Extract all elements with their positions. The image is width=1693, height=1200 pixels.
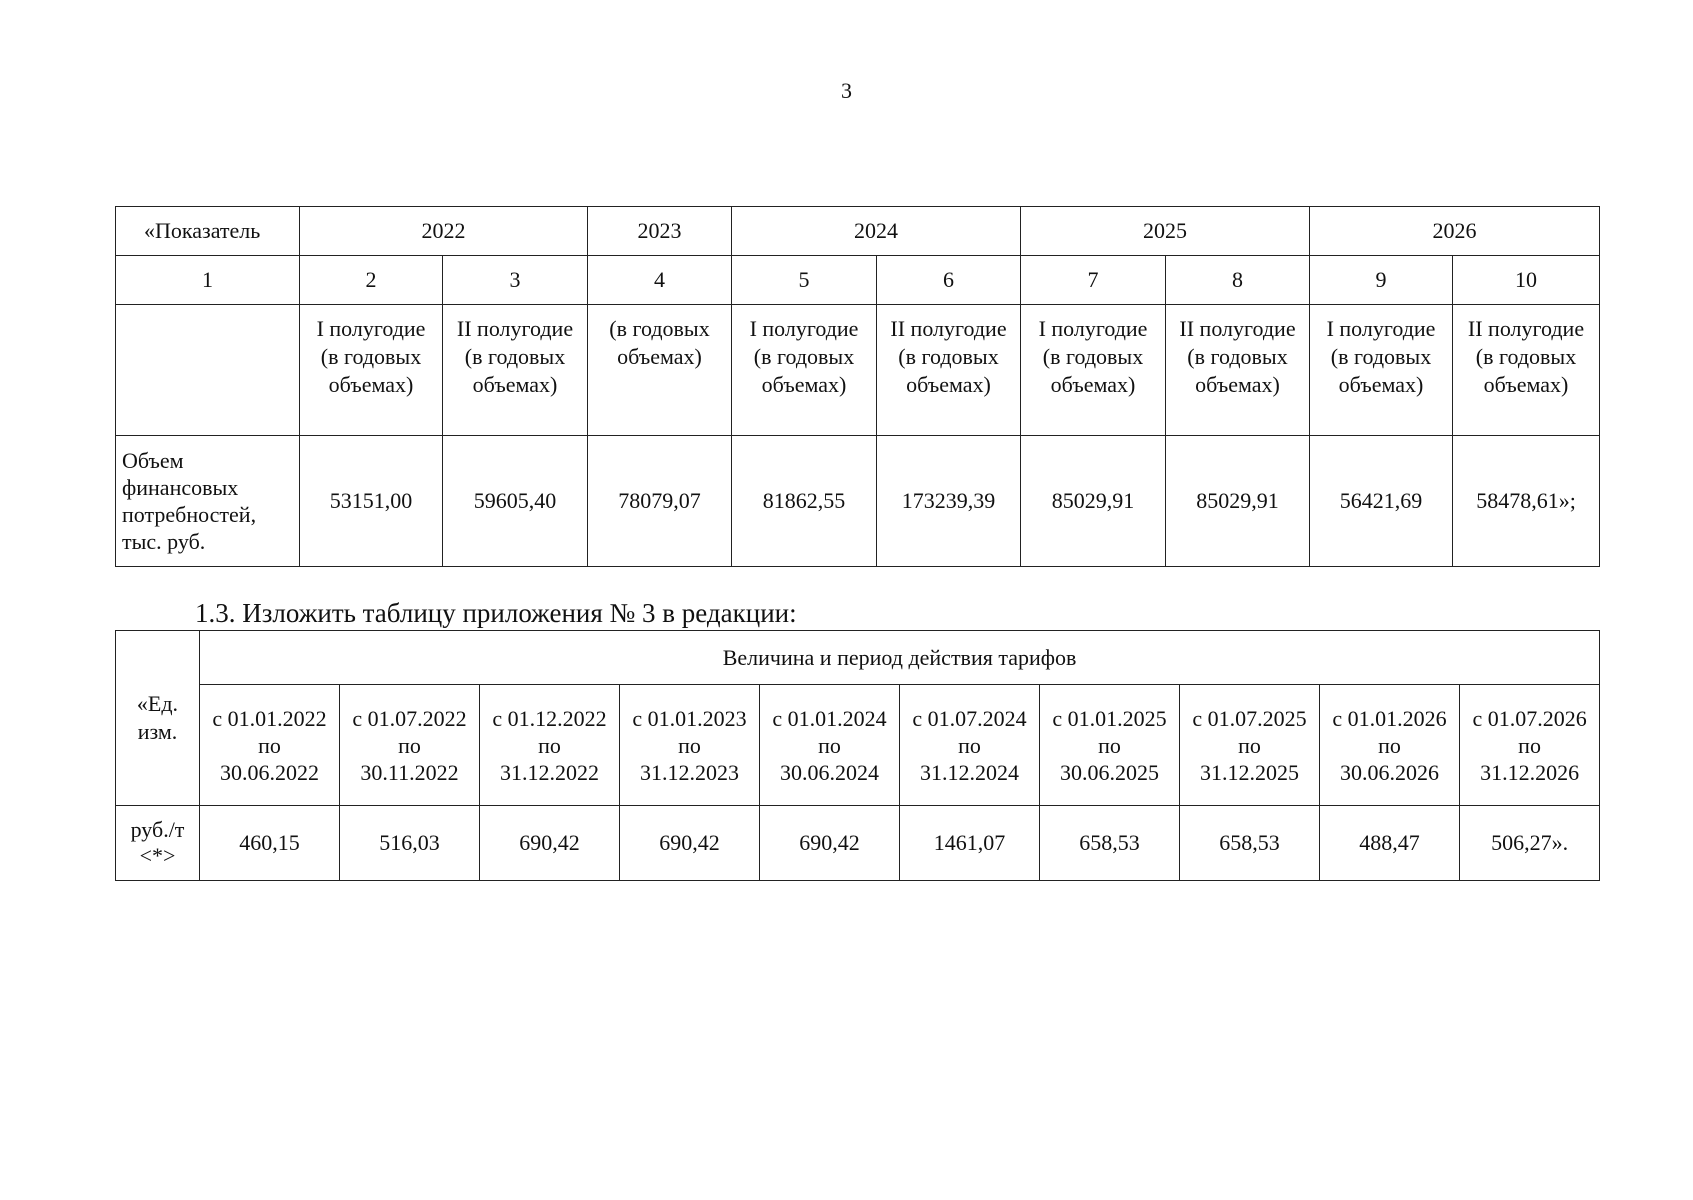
period-line: с 01.01.2023: [632, 705, 747, 731]
period-line: 31.12.2026: [1480, 759, 1580, 785]
value-cell: 59605,40: [443, 436, 588, 567]
period-line: с 01.07.2022: [352, 705, 467, 731]
column-number: 2: [300, 256, 443, 305]
value-cell: 78079,07: [588, 436, 732, 567]
period-line: по: [678, 732, 701, 758]
value-cell: 81862,55: [732, 436, 877, 567]
period-description-line: объемах): [1050, 372, 1136, 397]
value-cell: 53151,00: [300, 436, 443, 567]
column-number-row: [116, 256, 1600, 305]
period-description: [300, 305, 443, 436]
period-line: 31.12.2024: [920, 759, 1019, 785]
period-description-line: (в годовых: [320, 344, 422, 369]
period-description-line: (в годовых: [753, 344, 855, 369]
tariff-period: [340, 685, 480, 806]
unit-line: руб./т: [130, 817, 185, 842]
period-description-line: I полугодие: [749, 316, 859, 341]
period-description-line: (в годовых: [898, 344, 999, 369]
column-number: 1: [116, 256, 300, 305]
period-description-line: объемах): [1483, 372, 1569, 397]
financial-needs-row: [116, 436, 1600, 567]
period-line: с 01.07.2026: [1472, 705, 1587, 731]
period-line: по: [818, 732, 841, 758]
value-cell: 173239,39: [877, 436, 1021, 567]
period-line: с 01.12.2022: [492, 705, 607, 731]
tariff-value: 658,53: [1180, 806, 1320, 881]
period-description-line: I полугодие: [316, 316, 426, 341]
period-description: [732, 305, 877, 436]
year-header-row: [116, 207, 1600, 256]
tariff-period-row: [116, 685, 1600, 806]
period-description-row: [116, 305, 1600, 436]
tariff-group-header: Величина и период действия тарифов: [200, 631, 1600, 685]
tariff-period: [1320, 685, 1460, 806]
tariff-value: 1461,07: [900, 806, 1040, 881]
period-line: с 01.01.2026: [1332, 705, 1447, 731]
period-line: по: [958, 732, 981, 758]
period-line: 30.06.2026: [1340, 759, 1439, 785]
period-description-line: II полугодие: [1179, 316, 1296, 341]
period-line: 30.06.2025: [1060, 759, 1159, 785]
period-description-line: (в годовых: [1042, 344, 1144, 369]
tariff-value-row: [116, 806, 1600, 881]
year-header: 2022: [300, 207, 588, 256]
value-cell: 56421,69: [1310, 436, 1453, 567]
row-label-line: потребностей,: [122, 502, 257, 527]
tariff-value: 460,15: [200, 806, 340, 881]
section-heading: 1.3. Изложить таблицу приложения № 3 в редакции:: [195, 598, 797, 628]
period-line: 30.06.2024: [780, 759, 879, 785]
tariff-period: [620, 685, 760, 806]
period-description: [443, 305, 588, 436]
period-line: 31.12.2023: [640, 759, 739, 785]
tariff-group-row: [116, 631, 1600, 685]
column-number: 4: [588, 256, 732, 305]
row-label-line: финансовых: [122, 475, 239, 500]
period-line: по: [1238, 732, 1261, 758]
period-description-line: объемах): [328, 372, 414, 397]
period-line: 30.06.2022: [220, 759, 319, 785]
period-line: по: [1098, 732, 1121, 758]
tariff-period: [900, 685, 1040, 806]
tariff-value: 516,03: [340, 806, 480, 881]
column-number: 8: [1166, 256, 1310, 305]
period-line: 31.12.2025: [1200, 759, 1299, 785]
period-line: по: [1378, 732, 1401, 758]
period-description-line: (в годовых: [1330, 344, 1432, 369]
tariff-period: [1040, 685, 1180, 806]
period-line: с 01.07.2024: [912, 705, 1027, 731]
year-header: 2023: [588, 207, 732, 256]
financial-needs-table: [115, 206, 1600, 567]
period-description-line: (в годовых: [609, 316, 710, 341]
row-label-line: Объем: [122, 448, 184, 473]
period-line: с 01.07.2025: [1192, 705, 1307, 731]
period-line: с 01.01.2024: [772, 705, 887, 731]
period-description-line: объемах): [1338, 372, 1424, 397]
tariffs-table: [115, 630, 1600, 881]
period-description-line: объемах): [761, 372, 847, 397]
value-cell: 85029,91: [1166, 436, 1310, 567]
tariff-value: 690,42: [480, 806, 620, 881]
tariff-value: 690,42: [620, 806, 760, 881]
column-number: 9: [1310, 256, 1453, 305]
period-description-line: объемах): [906, 372, 991, 397]
value-cell: 58478,61»;: [1453, 436, 1600, 567]
empty-cell: [116, 305, 300, 436]
period-description-line: I полугодие: [1038, 316, 1148, 341]
period-description-line: объемах): [617, 344, 702, 369]
tariff-period: [200, 685, 340, 806]
unit-header-line: изм.: [137, 719, 178, 744]
period-description-line: (в годовых: [1475, 344, 1577, 369]
period-line: по: [258, 732, 281, 758]
period-description: [1021, 305, 1166, 436]
tariff-period: [1180, 685, 1320, 806]
period-line: с 01.01.2022: [212, 705, 327, 731]
period-description-line: II полугодие: [456, 316, 574, 341]
period-description: [877, 305, 1021, 436]
column-number: 3: [443, 256, 588, 305]
period-description: [1310, 305, 1453, 436]
tariff-value: 488,47: [1320, 806, 1460, 881]
year-header: 2024: [732, 207, 1021, 256]
year-header: 2025: [1021, 207, 1310, 256]
column-number: 5: [732, 256, 877, 305]
period-description-line: II полугодие: [1467, 316, 1585, 341]
tariff-period: [480, 685, 620, 806]
period-line: 30.11.2022: [360, 759, 459, 785]
period-description: [588, 305, 732, 436]
tariff-value: 506,27».: [1460, 806, 1600, 881]
unit-header-line: «Ед.: [136, 691, 179, 716]
period-description: [1166, 305, 1310, 436]
period-line: по: [1518, 732, 1541, 758]
row-label: [116, 436, 300, 567]
period-line: 31.12.2022: [500, 759, 599, 785]
unit-cell: [116, 806, 200, 881]
period-line: по: [398, 732, 421, 758]
unit-header: [116, 631, 200, 806]
year-header: 2026: [1310, 207, 1600, 256]
row-label-line: тыс. руб.: [122, 529, 206, 554]
period-line: по: [538, 732, 561, 758]
tariff-value: 690,42: [760, 806, 900, 881]
value-cell: 85029,91: [1021, 436, 1166, 567]
column-number: 10: [1453, 256, 1600, 305]
period-description-line: объемах): [1195, 372, 1280, 397]
column-number: 7: [1021, 256, 1166, 305]
tariff-value: 658,53: [1040, 806, 1180, 881]
period-description-line: (в годовых: [1187, 344, 1288, 369]
period-description-line: I полугодие: [1326, 316, 1436, 341]
page-number: 3: [841, 78, 852, 103]
period-description-line: II полугодие: [890, 316, 1007, 341]
column-number: 6: [877, 256, 1021, 305]
unit-line: <*>: [139, 843, 176, 868]
period-description-line: (в годовых: [464, 344, 566, 369]
tariff-period: [760, 685, 900, 806]
indicator-header: «Показатель: [116, 207, 300, 256]
period-line: с 01.01.2025: [1052, 705, 1167, 731]
period-description: [1453, 305, 1600, 436]
tariff-period: [1460, 685, 1600, 806]
period-description-line: объемах): [472, 372, 558, 397]
